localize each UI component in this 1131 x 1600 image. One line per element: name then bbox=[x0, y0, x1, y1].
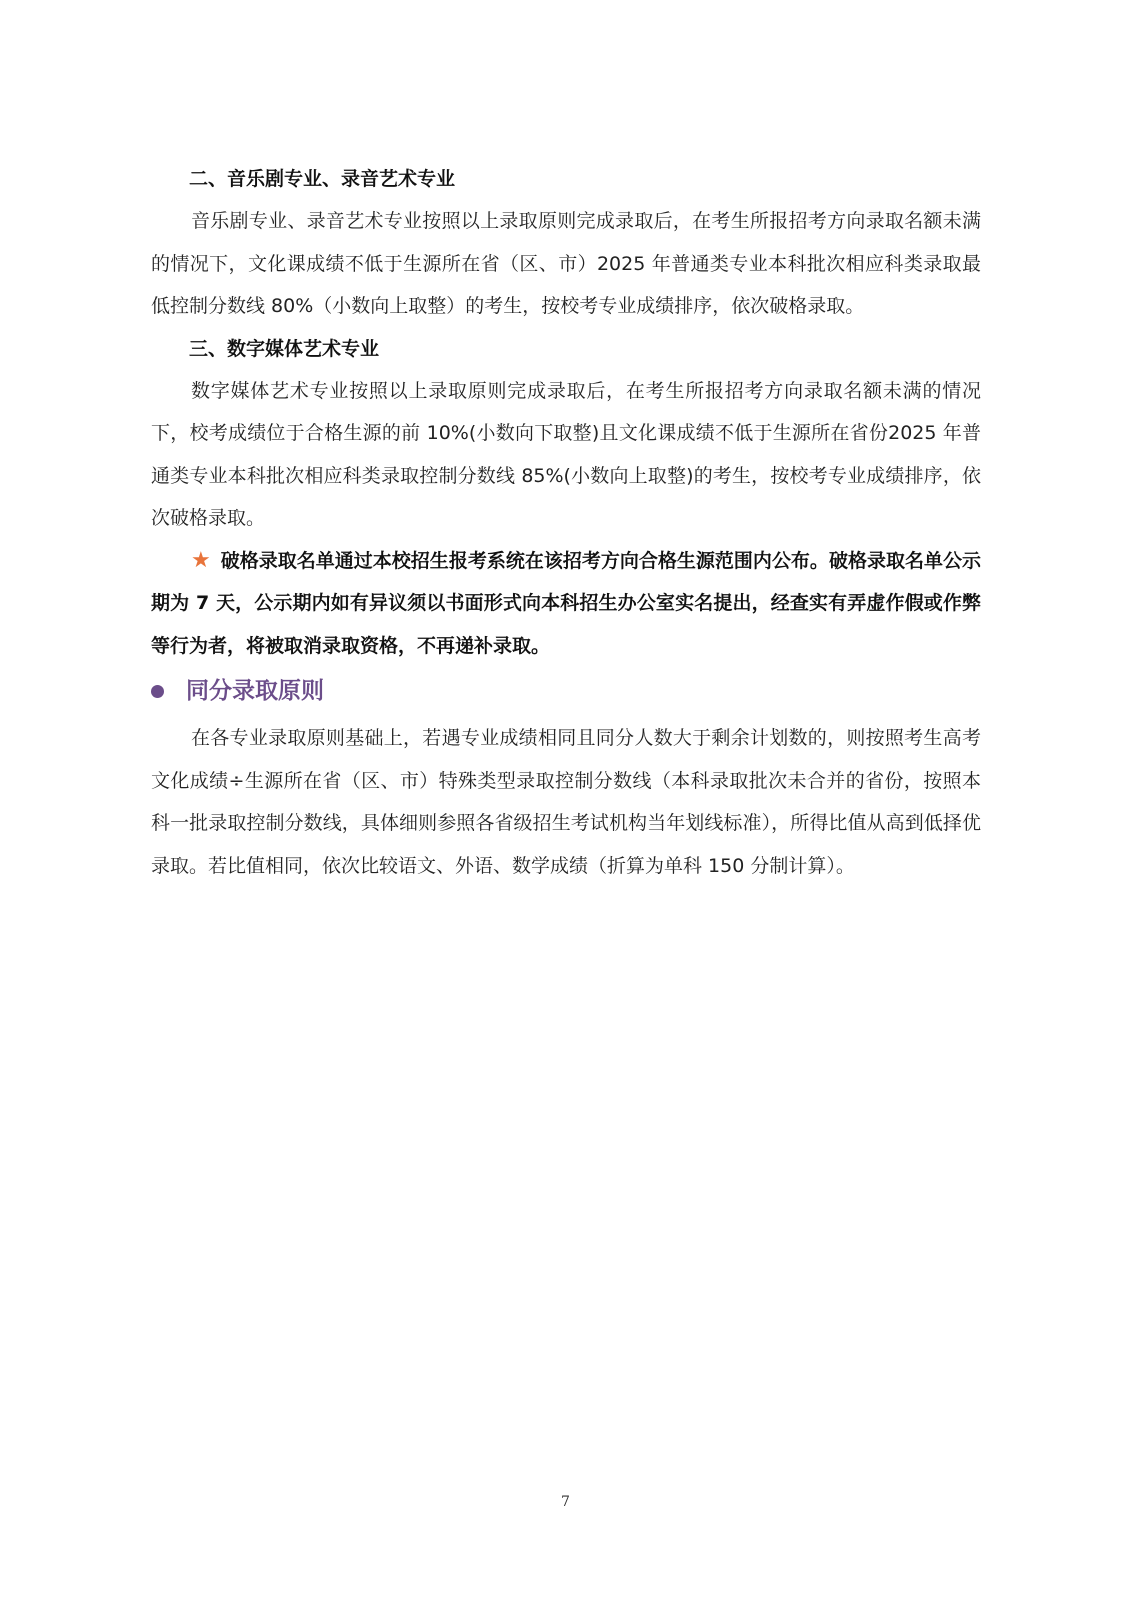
tie-section-title-text: 同分录取原则 bbox=[186, 678, 324, 704]
music-drama-heading: 二、音乐剧专业、录音艺术专业 bbox=[189, 168, 456, 190]
notice-paragraph bbox=[151, 540, 981, 668]
bullet-icon bbox=[151, 685, 164, 698]
notice-text: 破格录取名单通过本校招生报考系统在该招考方向合格生源范围内公布。破格录取名单公示期为 7 天，公示期内如有异议须以书面形式向本科招生办公室实名提出，经查实有弄虚作假或作弊等行为者，将被取消录取资格，不再递补录取。 bbox=[151, 549, 981, 657]
star-icon: ★ bbox=[191, 547, 211, 573]
tie-section-title bbox=[151, 671, 981, 711]
music-drama-paragraph: 音乐剧专业、录音艺术专业按照以上录取原则完成录取后，在考生所报招考方向录取名额未满的情况下，文化课成绩不低于生源所在省（区、市）2025 年普通类专业本科批次相应科类录取最低控制分数线 80%（小数向上取整）的考生，按校考专业成绩排序，依次破格录取。 bbox=[151, 210, 981, 317]
tie-paragraph: 在各专业录取原则基础上，若遇专业成绩相同且同分人数大于剩余计划数的，则按照考生高考文化成绩÷生源所在省（区、市）特殊类型录取控制分数线（本科录取批次未合并的省份，按照本科一批录取控制分数线，具体细则参照各省级招生考试机构当年划线标准），所得比值从高到低择优录取。若比值相同，依次比较语文、外语、数学成绩（折算为单科 150 分制计算）。 bbox=[151, 727, 981, 877]
page-content bbox=[151, 158, 981, 887]
page-number: 7 bbox=[561, 1494, 570, 1510]
digital-media-heading: 三、数字媒体艺术专业 bbox=[189, 337, 380, 360]
digital-media-paragraph: 数字媒体艺术专业按照以上录取原则完成录取后，在考生所报招考方向录取名额未满的情况下，校考成绩位于合格生源的前 10%(小数向下取整)且文化课成绩不低于生源所在省份2025 年普通类专业本科批次相应科类录取控制分数线 85%(小数向上取整)的考生，按校考专业成绩排序，依次破格录取。 bbox=[151, 379, 981, 529]
